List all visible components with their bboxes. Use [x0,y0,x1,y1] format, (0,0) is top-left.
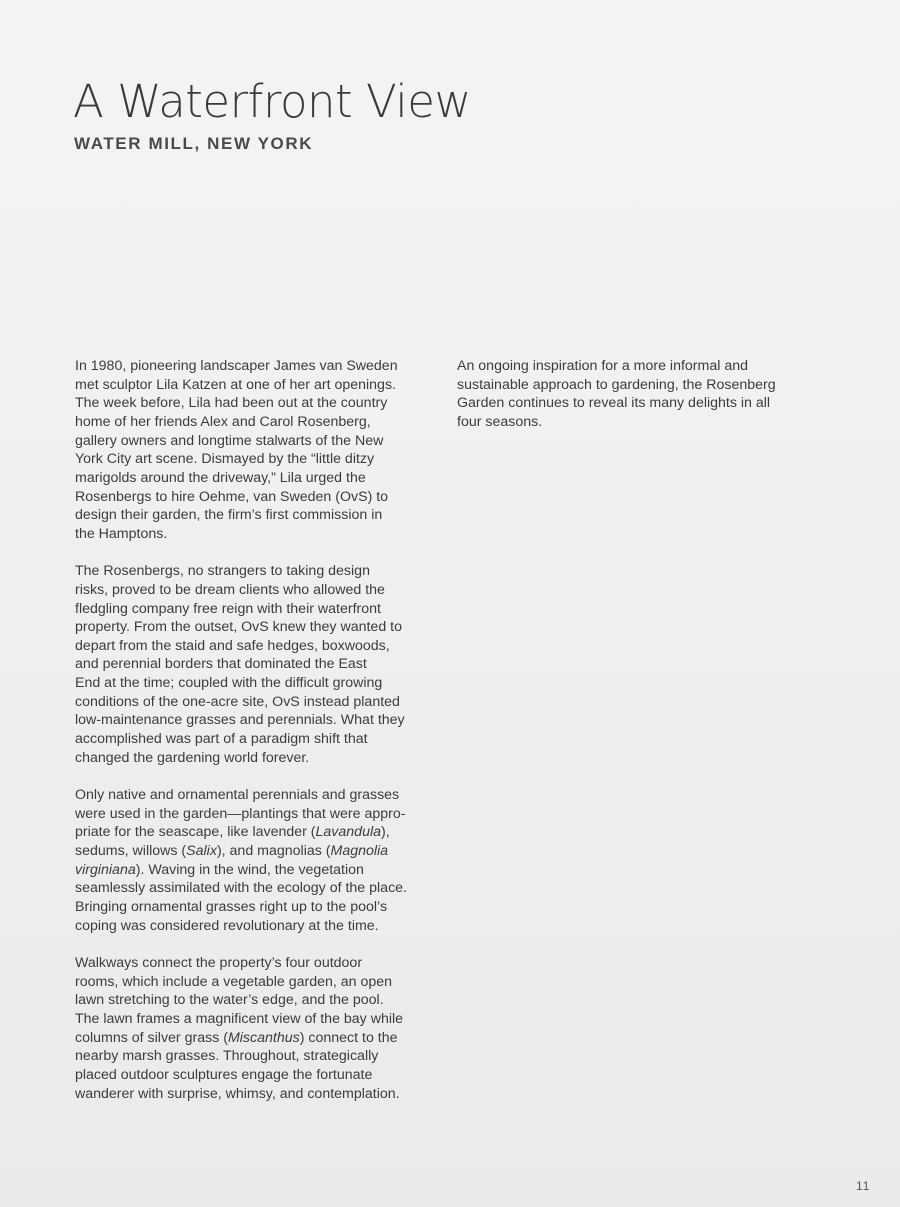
text-line: and perennial borders that dominated the East [75,656,367,673]
text-line: design their garden, the firm’s first commission in [75,507,383,524]
text-line [75,842,435,861]
right-text-column [457,357,817,450]
text-run: ) connect to the [299,1029,398,1046]
paragraph-4 [75,954,435,1103]
left-text-column [75,357,435,1122]
text-line [75,861,435,880]
text-run: priate for the seascape, like lavender ( [75,824,316,841]
text-run: ), [381,824,390,841]
text-line: The Rosenbergs, no strangers to taking design [75,563,370,580]
text-line: End at the time; coupled with the difficult growing [75,675,383,692]
text-run: ). Waving in the wind, the vegetation [135,861,364,878]
italic-species-name: virginiana [75,861,136,878]
page-number: 11 [856,1179,871,1193]
page-title: A Waterfront View [73,75,471,128]
text-line: Rosenbergs to hire Oehme, van Sweden (OvS) to [75,488,389,505]
text-line [75,1029,435,1048]
text-run: columns of silver grass ( [75,1029,228,1046]
italic-species-name: Magnolia [330,843,389,860]
italic-species-name: Lavandula [315,824,382,841]
text-line: In 1980, pioneering landscaper James van Sweden [75,358,398,374]
italic-species-name: Miscanthus [227,1029,300,1046]
text-line: coping was considered revolutionary at the time. [75,917,379,934]
text-line: The week before, Lila had been out at the country [75,395,388,412]
text-line: The lawn frames a magnificent view of the bay while [75,1010,404,1027]
text-line: conditions of the one-acre site, OvS instead planted [75,693,400,710]
text-line [75,823,435,842]
text-line: sustainable approach to gardening, the Rosenberg [457,376,776,393]
text-line: home of her friends Alex and Carol Rosenberg, [75,413,371,430]
text-line: fledgling company free reign with their waterfront [75,600,381,617]
text-line: the Hamptons. [75,525,168,542]
text-line: placed outdoor sculptures engage the fortunate [75,1066,373,1083]
text-line: wanderer with surprise, whimsy, and contemplation. [75,1085,400,1102]
text-line: accomplished was part of a paradigm shift that [75,731,368,748]
text-line: property. From the outset, OvS knew they wanted to [75,619,402,636]
paragraph-1 [75,357,435,544]
text-line: were used in the garden—plantings that were appro- [75,805,406,822]
text-line: lawn stretching to the water’s edge, and the pool. [75,992,384,1009]
text-line: low-maintenance grasses and perennials. What they [75,712,405,729]
text-run: sedums, willows ( [75,843,187,860]
text-line: rooms, which include a vegetable garden, an open [75,973,393,990]
text-line: depart from the staid and safe hedges, boxwoods, [75,637,390,654]
text-line: four seasons. [457,413,543,430]
text-line: Only native and ornamental perennials and grasses [75,787,400,804]
paragraph-2 [75,562,435,767]
text-line: Garden continues to reveal its many delights in all [457,395,771,412]
text-line: changed the gardening world forever. [75,749,310,766]
text-line: nearby marsh grasses. Throughout, strategically [75,1048,379,1065]
text-line: marigolds around the driveway,” Lila urged the [75,469,366,486]
text-run: ), and magnolias ( [216,843,331,860]
text-line: York City art scene. Dismayed by the “little ditzy [75,451,375,468]
text-line: Bringing ornamental grasses right up to the pool’s [75,899,388,915]
text-line: An ongoing inspiration for a more informal and [457,358,749,374]
paragraph-3 [75,786,435,935]
text-line: gallery owners and longtime stalwarts of the New [75,432,384,449]
text-line: seamlessly assimilated with the ecology of the place. [75,880,407,897]
text-line: risks, proved to be dream clients who allowed the [75,581,385,598]
text-line: Walkways connect the property’s four outdoor [75,954,363,971]
page-subtitle: WATER MILL, NEW YORK [74,134,314,153]
text-line: met sculptor Lila Katzen at one of her art openings. [75,376,396,393]
italic-species-name: Salix [186,843,217,860]
paragraph-5 [457,357,817,432]
